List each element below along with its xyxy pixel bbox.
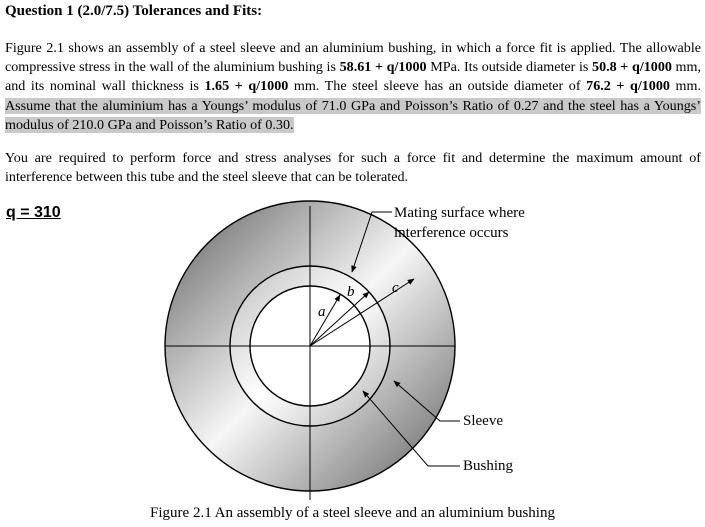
bushing-label: Bushing	[463, 458, 514, 474]
p1-text-5: mm.	[669, 78, 701, 95]
mating-line-1: Mating surface where	[394, 205, 525, 221]
mating-surface-callout	[394, 203, 525, 243]
highlighted-material-properties: Assume that the aluminium has a Youngs’ modulus of 71.0 GPa and Poisson’s Ratio of 0.27 and the steel has a Youngs’ modulus of 210.0 GPa and Poisson’s Ratio of 0.30.	[5, 97, 701, 133]
p1-text-2: MPa. Its outside diameter is	[426, 59, 593, 76]
label-a: a	[318, 304, 326, 320]
label-c: c	[392, 280, 399, 296]
outside-diameter-value: 50.8 + q/1000	[592, 59, 672, 76]
mating-line-2: interference occurs	[394, 225, 509, 241]
stress-value: 58.61 + q/1000	[339, 59, 427, 76]
question-title: Question 1 (2.0/7.5) Tolerances and Fits:	[5, 3, 263, 19]
p1-text-4: mm. The steel sleeve has an outside diameter of	[288, 78, 587, 95]
p1-text-1: Figure 2.1 shows an assembly of a steel sleeve and an aluminium bushing, in which a force fit is applied. The allowable compressive stress in the wall of the aluminium bushing is	[5, 40, 701, 76]
label-b: b	[347, 284, 355, 300]
sleeve-label: Sleeve	[463, 413, 503, 429]
sleeve-diameter-value: 76.2 + q/1000	[586, 78, 670, 95]
p1-text-3: mm, and its nominal wall thickness is	[5, 59, 702, 95]
q-value-label: q = 310	[6, 204, 61, 221]
wall-thickness-value: 1.65 + q/1000	[204, 78, 289, 95]
task-paragraph: You are required to perform force and stress analyses for such a force fit and determine the maximum amount of interference between this tube and the steel sleeve that can be tolerated.	[5, 150, 701, 186]
figure-caption: Figure 2.1 An assembly of a steel sleeve and an aluminium bushing	[150, 505, 555, 521]
